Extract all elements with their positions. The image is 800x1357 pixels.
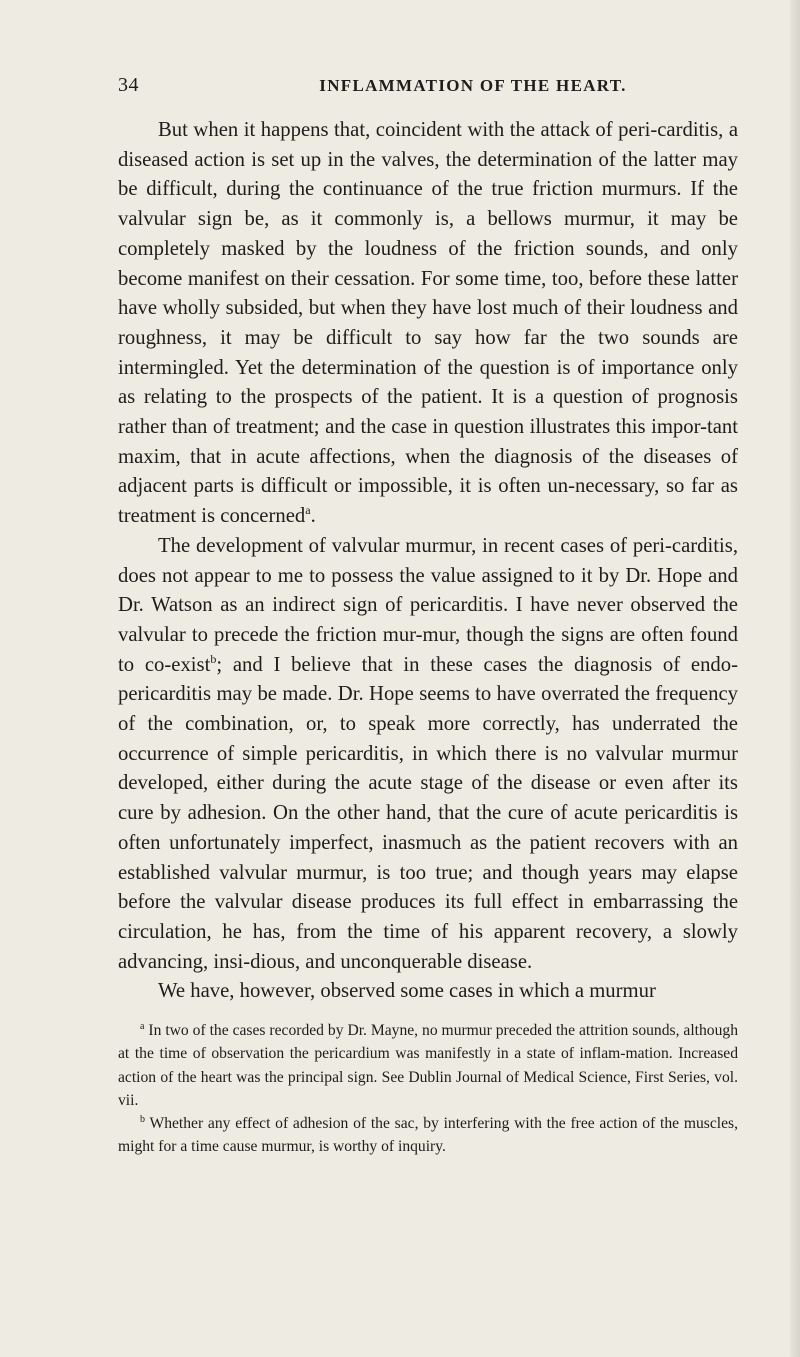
- paragraph-2-end: ; and I believe that in these cases the diagnosis of endo-pericarditis may be made. Dr. Hope seems to have overrated the frequency of the combination, or, to speak more correctly, has underrated the occurrence of simple pericarditis, in which there is no valvular murmur developed, either during the acute stage of the disease or even after its cure by adhesion. On the other hand, that the cure of acute pericarditis is often unfortunately imperfect, inasmuch as the patient recovers with an established valvular murmur, is too true; and though years may elapse before the valvular disease produces its full effect in embarrassing the circulation, he has, from the time of his apparent recovery, a slowly advancing, insi-dious, and unconquerable disease.: [118, 653, 738, 973]
- text-block: [118, 116, 738, 1158]
- paragraph-2-text: The development of valvular murmur, in recent cases of peri-carditis, does not appear to me to possess the value assigned to it by Dr. Hope and Dr. Watson as an indirect sign of pericarditis. I have never observed the valvular to precede the friction mur-mur, though the signs are often found to co-exist: [118, 534, 738, 676]
- page-number: 34: [118, 74, 139, 96]
- paragraph-2: [118, 532, 738, 978]
- paragraph-3: [118, 977, 738, 1007]
- footnote-ref-a: a: [305, 503, 311, 518]
- paragraph-1: [118, 116, 738, 532]
- footnote-a-text: In two of the cases recorded by Dr. Mayne, no murmur preceded the attrition sounds, although at the time of observation the pericardium was manifestly in a state of inflam-mation. Increased action of the heart was the principal sign. See Dublin Journal of Medical Science, First Series, vol. vii.: [118, 1022, 738, 1109]
- footnote-b: [118, 1112, 738, 1158]
- footnote-a-mark: a: [140, 1020, 145, 1032]
- footnote-ref-b: b: [210, 651, 217, 666]
- footnotes: [118, 1019, 738, 1158]
- paragraph-1-text: But when it happens that, coincident with the attack of peri-carditis, a diseased action is set up in the valves, the determination of the latter may be difficult, during the continuance of the true friction murmurs. If the valvular sign be, as it commonly is, a bellows murmur, it may be completely masked by the loudness of the friction sounds, and only become manifest on their cessation. For some time, too, before these latter have wholly subsided, but when they have lost much of their loudness and roughness, it may be difficult to say how far the two sounds are intermingled. Yet the determination of the question is of importance only as relating to the prospects of the patient. It is a question of prognosis rather than of treatment; and the case in question illustrates this impor-tant maxim, that in acute affections, when the diagnosis of the diseases of adjacent parts is difficult or impossible, it is often un-necessary, so far as treatment is concerned: [118, 119, 738, 528]
- running-head: INFLAMMATION OF THE HEART.: [319, 76, 627, 95]
- body-text: [118, 116, 738, 1007]
- paragraph-1-end: .: [310, 505, 316, 528]
- page-edge-shadow: [790, 0, 800, 1357]
- paragraph-3-text: We have, however, observed some cases in which a murmur: [158, 980, 656, 1003]
- footnote-b-text: Whether any effect of adhesion of the sac, by interfering with the free action of the muscles, might for a time cause murmur, is worthy of inquiry.: [118, 1114, 738, 1156]
- footnote-a: [118, 1019, 738, 1112]
- page-header: [118, 74, 738, 100]
- footnote-b-mark: b: [140, 1113, 145, 1125]
